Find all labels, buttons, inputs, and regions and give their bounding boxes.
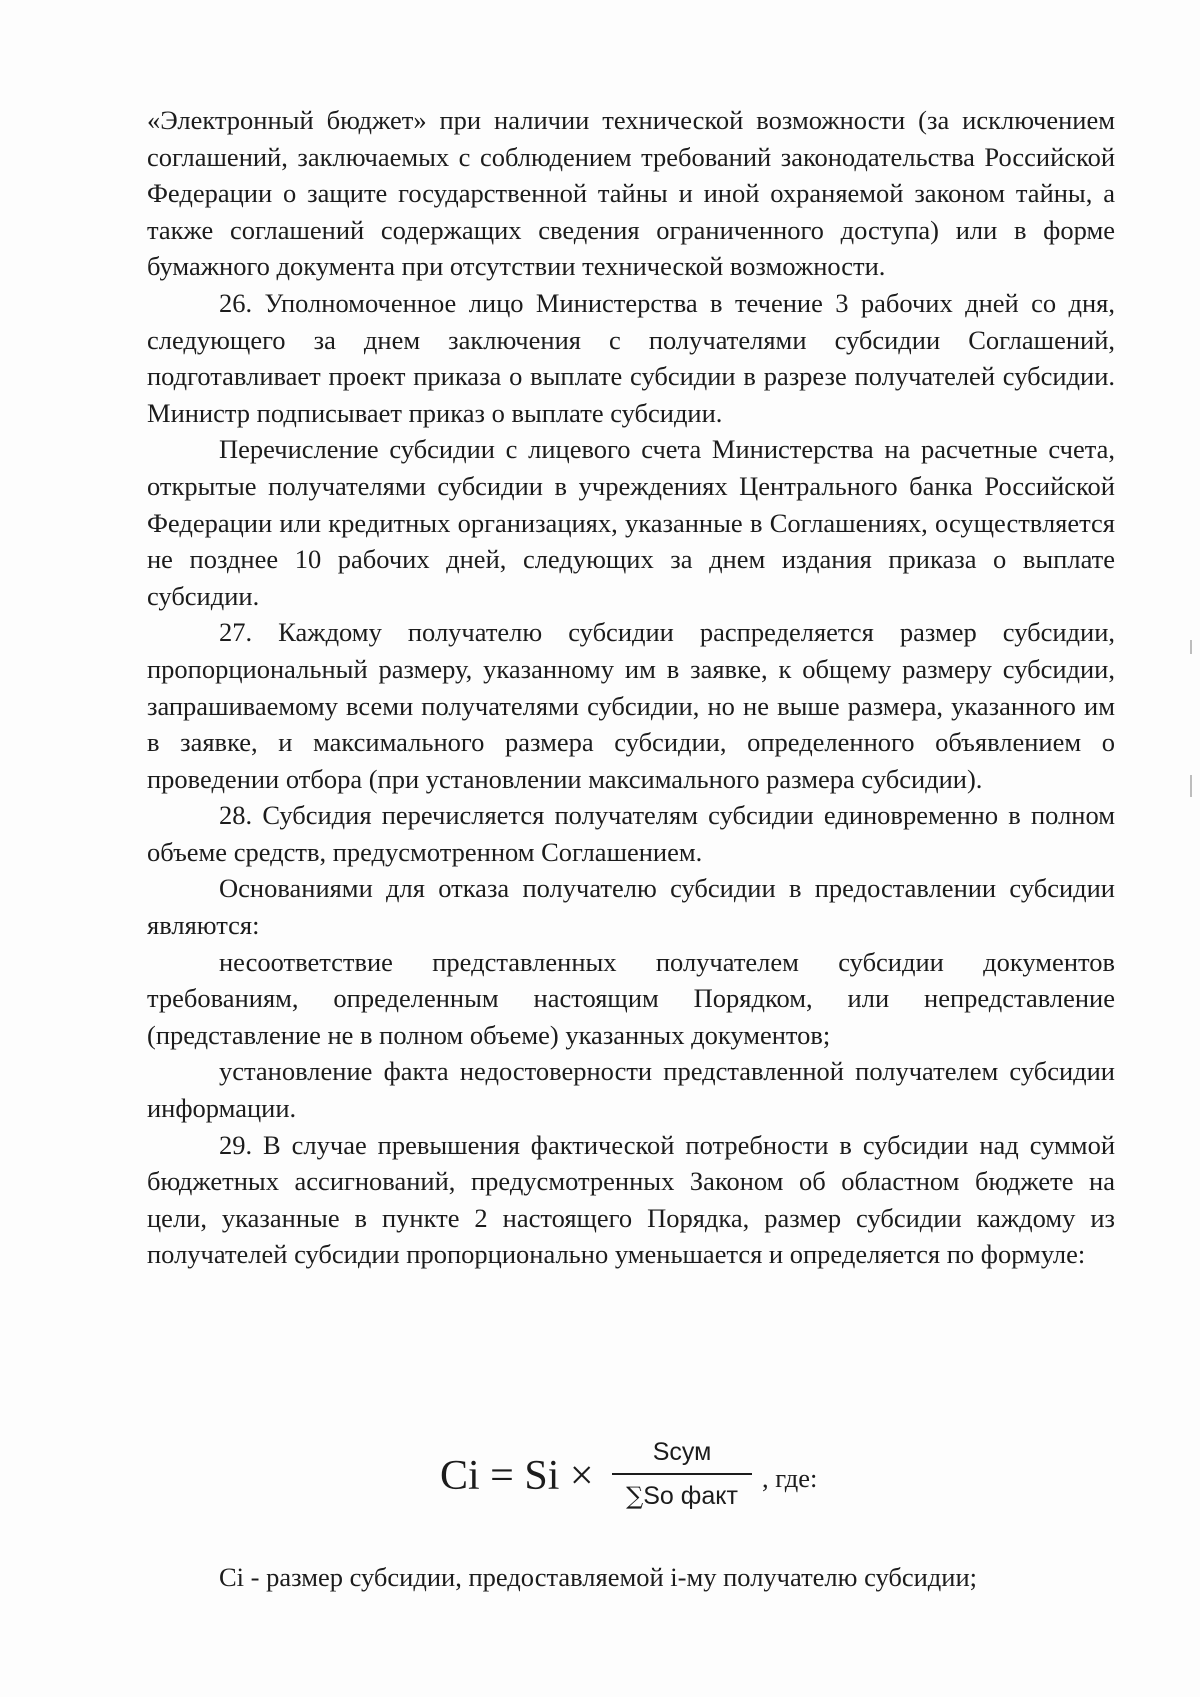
formula-fraction	[612, 1435, 752, 1527]
paragraph-inaccuracy: установление факта недостоверности представленной получателем субсидии информации.	[147, 1056, 1115, 1124]
definition-ci: Ci - размер субсидии, предоставляемой i-му получателю субсидии;	[219, 1562, 978, 1592]
paragraph-electronic-budget: «Электронный бюджет» при наличии технической возможности (за исключением соглашений, заключаемых с соблюдением требований законодательства Российской Федерации о защите государственной тайны и иной охраняемой законом тайны, а также соглашений содержащих сведения ограниченного доступа) или в форме бумажного документа при отсутствии технической возможности.	[147, 105, 1115, 282]
formula-denominator	[612, 1481, 752, 1511]
fraction-bar	[612, 1473, 752, 1475]
sigma-symbol: ∑	[626, 1482, 644, 1510]
paragraph-transfer: Перечисление субсидии с лицевого счета Министерства на расчетные счета, открытые получателями субсидии в учреждениях Центрального банка Российской Федерации или кредитных организациях, указанные в Соглашениях, осуществляется не позднее 10 рабочих дней, следующих за днем издания приказа о выплате субсидии.	[147, 434, 1115, 611]
paragraph-29: 29. В случае превышения фактической потребности в субсидии над суммой бюджетных ассигнований, предусмотренных Законом об областном бюджете на цели, указанные в пункте 2 настоящего Порядка, размер субсидии каждому из получателей субсидии пропорционально уменьшается и определяется по формуле:	[147, 1129, 1115, 1270]
denominator-text: So факт	[643, 1482, 738, 1510]
paragraph-27: 27. Каждому получателю субсидии распределяется размер субсидии, пропорциональный размеру, указанному им в заявке, к общему размеру субсидии, запрашиваемому всеми получателями субсидии, но не выше размера, указанного им в заявке, и максимального размера субсидии, определенного объявлением о проведении отбора (при установлении максимального размера субсидии).	[147, 617, 1115, 794]
formula-lhs: Ci = Si ×	[440, 1453, 594, 1499]
formula-numerator: Sсум	[652, 1438, 712, 1466]
document-body	[147, 102, 1115, 1273]
subsidy-formula	[440, 1435, 860, 1525]
paragraph-26: 26. Уполномоченное лицо Министерства в течение 3 рабочих дней со дня, следующего за днем заключения с получателями субсидии Соглашений, подготавливает проект приказа о выплате субсидии в разрезе получателей субсидии. Министр подписывает приказ о выплате субсидии.	[147, 287, 1115, 428]
scan-artifact	[1190, 775, 1192, 797]
paragraph-28: 28. Субсидия перечисляется получателям субсидии единовременно в полном объеме средств, предусмотренном Соглашением.	[147, 800, 1115, 867]
formula-where: , где:	[762, 1463, 818, 1493]
scan-artifact	[1190, 640, 1192, 654]
paragraph-non-compliance: несоответствие представленных получателем субсидии документов требованиям, определенным настоящим Порядком, или непредставление (представление не в полном объеме) указанных документов;	[147, 946, 1115, 1050]
paragraph-refusal-grounds: Основаниями для отказа получателю субсидии в предоставлении субсидии являются:	[147, 873, 1115, 941]
